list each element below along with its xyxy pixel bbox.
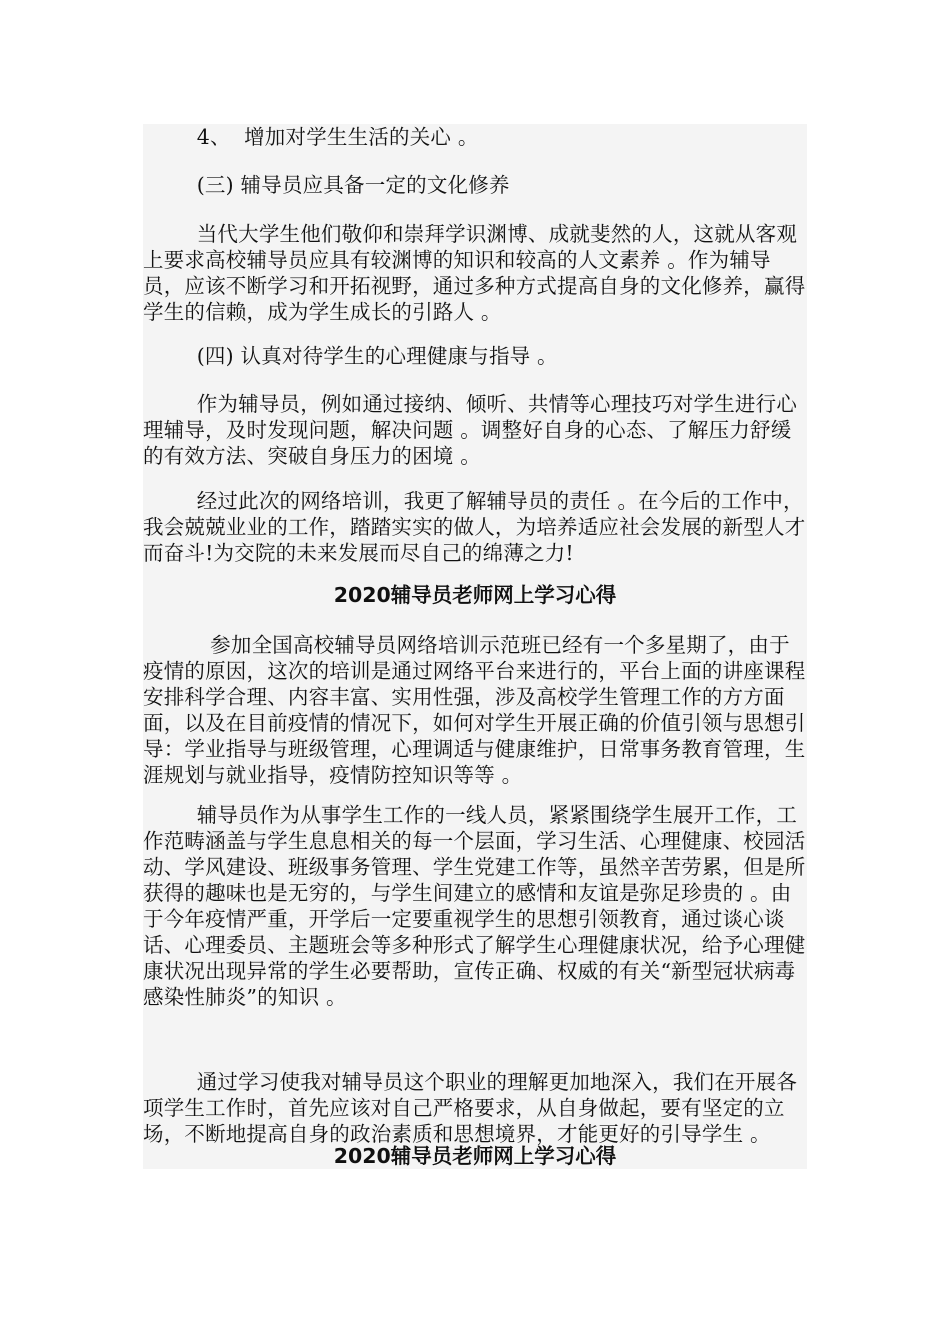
- paragraph-training-intro: 参加全国高校辅导员网络培训示范班已经有一个多星期了，由于疫情的原因，这次的培训是通过网络平台来进行的，平台上面的讲座课程安排科学合理、内容丰富、实用性强，涉及高校学生管理工作的方方面面，以及在目前疫情的情况下，如何对学生开展正确的价值引领与思想引导：学业指导与班级管理，心理调适与健康维护，日常事务教育管理，生涯规划与就业指导，疫情防控知识等等 。: [143, 633, 806, 787]
- paragraph-counselor-role: 辅导员作为从事学生工作的一线人员，紧紧围绕学生展开工作，工作范畴涵盖与学生息息相关的每一个层面，学习生活、心理健康、校园活动、学风建设、班级事务管理、学生党建工作等，虽然辛苦劳累，但是所获得的趣味也是无穷的，与学生间建立的感情和友谊是弥足珍贵的 。由于今年疫情严重，开学后一定要重视学生的思想引领教育，通过谈心谈话、心理委员、主题班会等多种形式了解学生心理健康状况，给予心理健康状况出现异常的学生必要帮助，宣传正确、权威的有关“新型冠状病毒感染性肺炎”的知识 。: [143, 803, 806, 1009]
- section-heading-4: (四) 认真对待学生的心理健康与指导 。: [143, 344, 558, 368]
- paragraph-psychology: 作为辅导员，例如通过接纳、倾听、共情等心理技巧对学生进行心理辅导，及时发现问题，解决问题 。调整好自身的心态、了解压力舒缓的有效方法、突破自身压力的困境 。: [143, 392, 798, 468]
- section-heading-3: (三) 辅导员应具备一定的文化修养: [143, 173, 510, 197]
- paragraph-learning-reflection: 通过学习使我对辅导员这个职业的理解更加地深入，我们在开展各项学生工作时，首先应该对自己严格要求，从自身做起，要有坚定的立场，不断地提高自身的政治素质和思想境界，才能更好的引导学生 。: [143, 1070, 798, 1146]
- article-title: 2020辅导员老师网上学习心得: [333, 583, 617, 607]
- article-title-repeat: 2020辅导员老师网上学习心得: [333, 1144, 617, 1168]
- paragraph-culture: 当代大学生他们敬仰和崇拜学识渊博、成就斐然的人，这就从客观上要求高校辅导员应具有较渊博的知识和较高的人文素养 。作为辅导员，应该不断学习和开拓视野，通过多种方式提高自身的文化修养，赢得学生的信赖，成为学生成长的引路人 。: [143, 222, 806, 324]
- list-item-4: 4、 增加对学生生活的关心 。: [143, 125, 479, 149]
- document-content: [143, 124, 807, 1169]
- paragraph-conclusion: 经过此次的网络培训，我更了解辅导员的责任 。在今后的工作中，我会兢兢业业的工作，踏踏实实的做人，为培养适应社会发展的新型人才而奋斗!为交院的未来发展而尽自己的绵薄之力!: [143, 489, 806, 565]
